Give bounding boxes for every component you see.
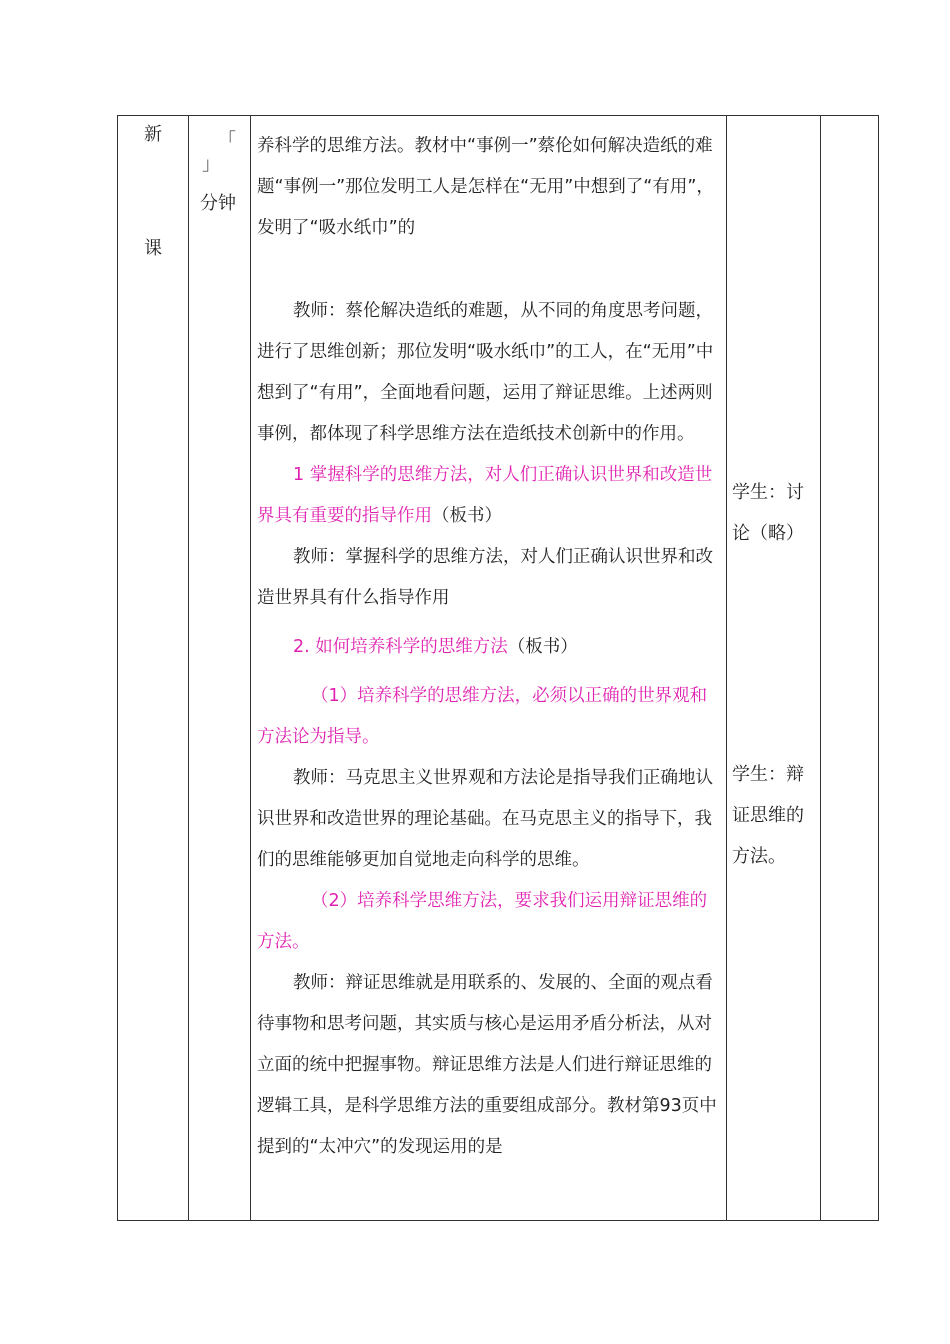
lesson-plan-table [117,115,879,1221]
stage-char-1: 新 [144,124,162,145]
board-note: （板书） [432,506,502,526]
heading-text: 1 掌握科学的思维方法，对人们正确认识世界和改造世界具有重要的指导作用 [257,465,713,526]
board-note: （板书） [507,637,578,657]
heading-text: 2. 如何培养科学的思维方法 [293,637,508,657]
teacher-paragraph: 教师：马克思主义世界观和方法论是指导我们正确地认识世界和改造世界的理论基础。在马克思主义的指导下，我们的思维能够更加自觉地走向科学的思维。 [257,768,713,870]
column-divider [726,116,727,1220]
paragraph-continued: 养科学的思维方法。教材中“事例一”蔡伦如何解决造纸的难题“事例一”那位发明工人是怎样在“无用”中想到了“有用”，发明了“吸水纸巾”的 [257,136,714,238]
teacher-paragraph: 教师：掌握科学的思维方法，对人们正确认识世界和改造世界具有什么指导作用 [257,547,713,608]
board-heading-1 [257,455,720,537]
board-subheading-2: （2）培养科学思维方法，要求我们运用辩证思维的方法。 [257,891,708,952]
student-activity-1: 学生：讨论（略） [732,482,804,544]
bracket-top: 「 [218,130,236,151]
student-activity-2: 学生：辩证思维的方法。 [732,764,804,867]
stage-char-2: 课 [144,238,162,259]
board-heading-2 [257,627,720,668]
teaching-content-cell [250,116,726,1220]
time-unit: 分钟 [200,193,236,214]
bracket-bottom: 」 [202,154,220,175]
teacher-paragraph: 教师：蔡伦解决造纸的难题，从不同的角度思考问题，进行了思维创新；那位发明“吸水纸巾”的工人，在“无用”中想到了“有用”，全面地看问题，运用了辩证思维。上述两则事例，都体现了科学思维方法在造纸技术创新中的作用。 [257,301,714,444]
board-subheading-1: （1）培养科学的思维方法，必须以正确的世界观和方法论为指导。 [257,686,708,747]
teacher-paragraph: 教师：辩证思维就是用联系的、发展的、全面的观点看待事物和思考问题，其实质与核心是运用矛盾分析法，从对立面的统中把握事物。辩证思维方法是人们进行辩证思维的逻辑工具，是科学思维方法的重要组成部分。教材第93页中提到的“太冲穴”的发现运用的是 [257,973,717,1157]
column-divider [820,116,821,1220]
column-divider [188,116,189,1220]
